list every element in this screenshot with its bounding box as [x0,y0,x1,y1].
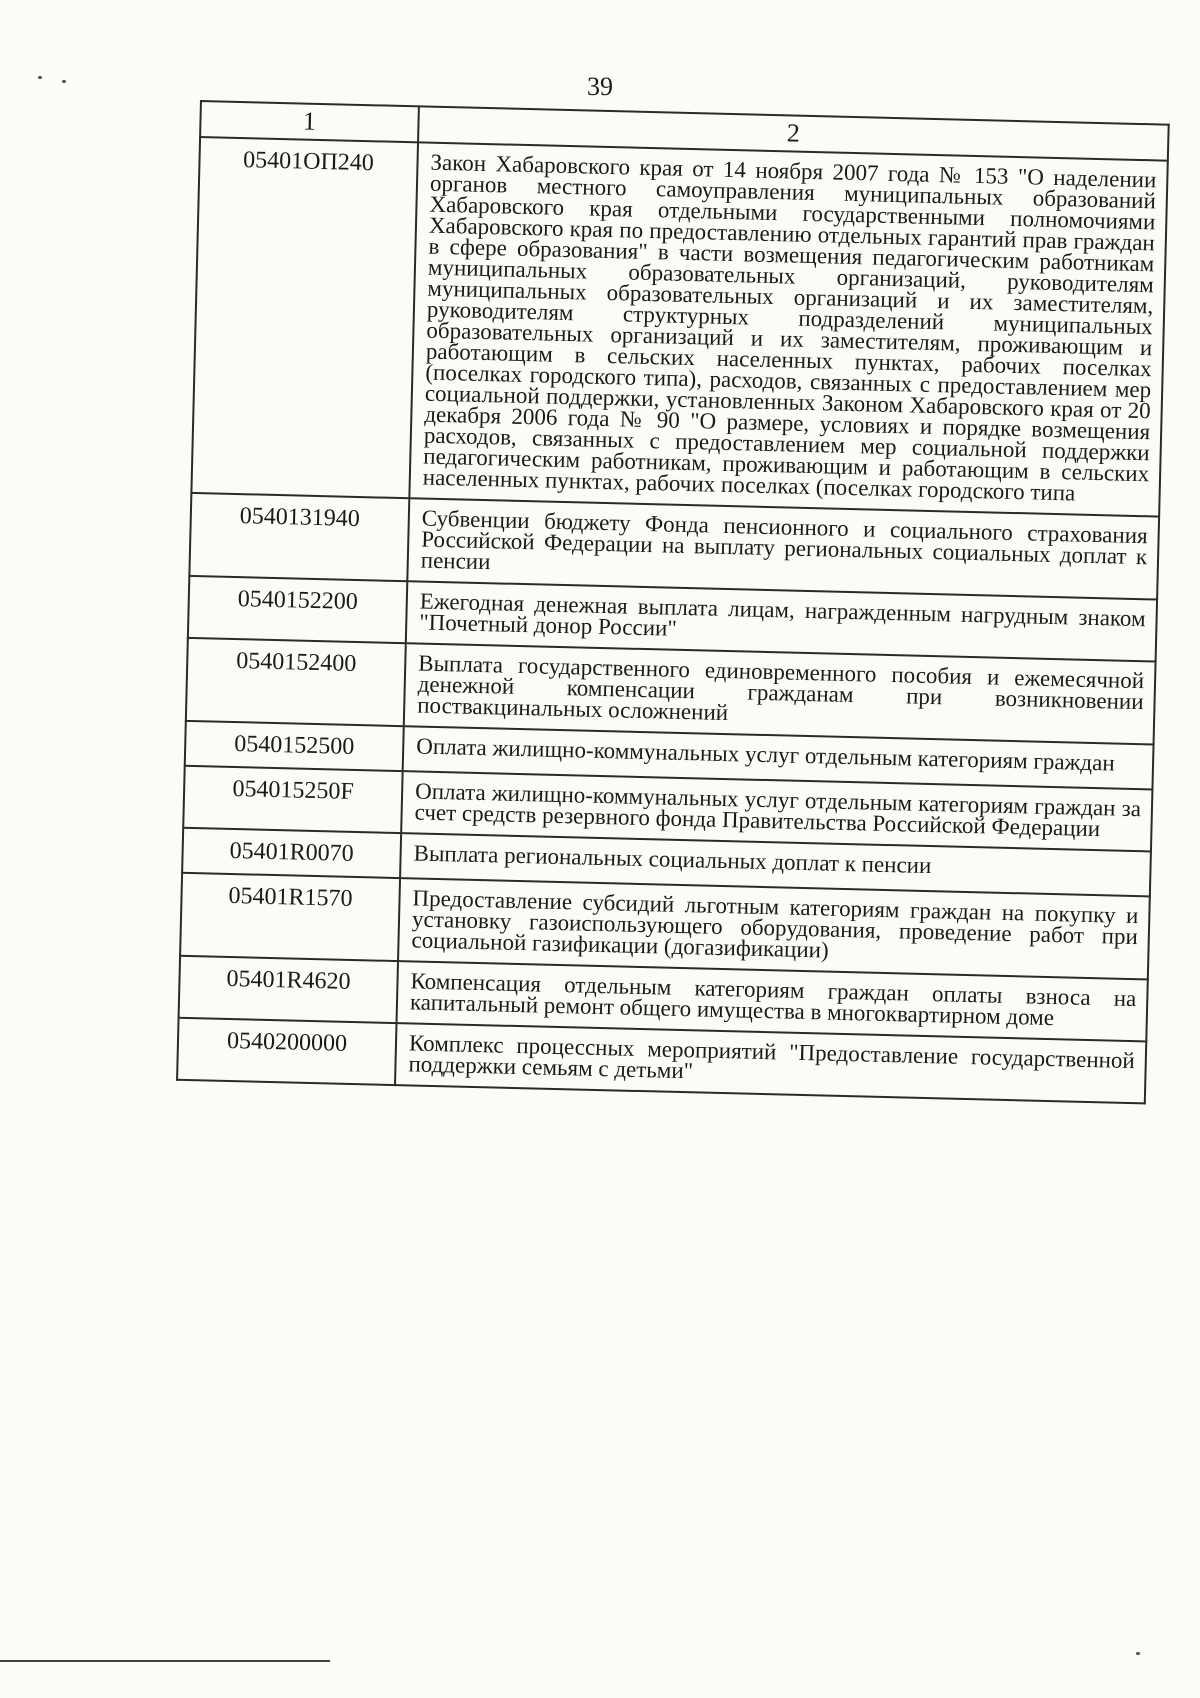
budget-code: 0540152400 [186,638,406,726]
footnote-rule [0,1660,330,1662]
budget-code-table [176,100,1170,1104]
column-header-2: 2 [418,106,1169,160]
column-header-1: 1 [200,101,419,142]
expenditure-description: Ежегодная денежная выплата лицам, награжденным нагрудным знаком "Почетный донор России" [406,581,1157,661]
budget-code: 0540152200 [188,576,407,643]
expenditure-description: Комплекс процессных мероприятий "Предоставление государственной поддержки семьям с детьми" [395,1023,1146,1103]
budget-code: 054015250F [183,766,402,833]
budget-code: 05401R1570 [180,873,400,961]
expenditure-description: Субвенции бюджету Фонда пенсионного и социального страхования Российской Федерации на выплату региональных социальных доплат к пенсии [407,498,1159,599]
expenditure-description: Выплата государственного единовременного пособия и ежемесячной денежной компенсации гражданам при возникновении поствакцинальных осложнений [404,643,1156,744]
budget-code: 05401R4620 [179,956,398,1023]
budget-code: 05401R0070 [182,828,401,878]
scan-speck [1136,1652,1140,1655]
budget-code: 0540152500 [185,721,404,771]
scan-speck [62,80,66,83]
scan-speck [38,76,42,79]
expenditure-description: Закон Хабаровского края от 14 ноября 2007 года № 153 "О наделении органов местного самоуправления муниципальных образований Хабаровского края отдельными государственными полномочиями Хабаровского края по предоставлению отдельных гарантий прав граждан в сфере образования" в части возмещения педагогическим работникам муниципальных образовательных организаций, руководителям муниципальных образовательных организаций и их заместителям, руководителям структурных подразделений муниципальных образовательных организаций и их заместителям, проживающим и работающим в сельских населенных пунктах, рабочих поселках (поселках городского типа), расходов, связанных с предоставлением мер социальной поддержки, установленных Законом Хабаровского края от 20 декабря 2006 года № 90 "О размере, условиях и порядке возмещения расходов, связанных с предоставлением мер социальной поддержки педагогическим работникам, проживающим и работающим в сельских населенных пунктах, рабочих поселках (поселках городского типа [409,142,1167,516]
budget-code: 05401ОП240 [191,137,418,498]
table-row [191,137,1167,517]
budget-code: 0540200000 [177,1018,396,1085]
expenditure-description: Оплата жилищно-коммунальных услуг отдельным категориям граждан за счет средств резервного фонда Правительства Российской Федерации [401,771,1152,851]
page-number: 39 [587,72,613,101]
expenditure-description: Предоставление субсидий льготным категориям граждан на покупку и установку газоиспользующего оборудования, проведение работ при социальной газификации (догазификации) [398,878,1150,979]
budget-code: 0540131940 [189,493,409,581]
expenditure-description: Выплата региональных социальных доплат к пенсии [400,833,1151,896]
expenditure-description: Оплата жилищно-коммунальных услуг отдельным категориям граждан [403,726,1154,789]
expenditure-description: Компенсация отдельным категориям граждан оплаты взноса на капитальный ремонт общего имущества в многоквартирном доме [397,961,1148,1041]
